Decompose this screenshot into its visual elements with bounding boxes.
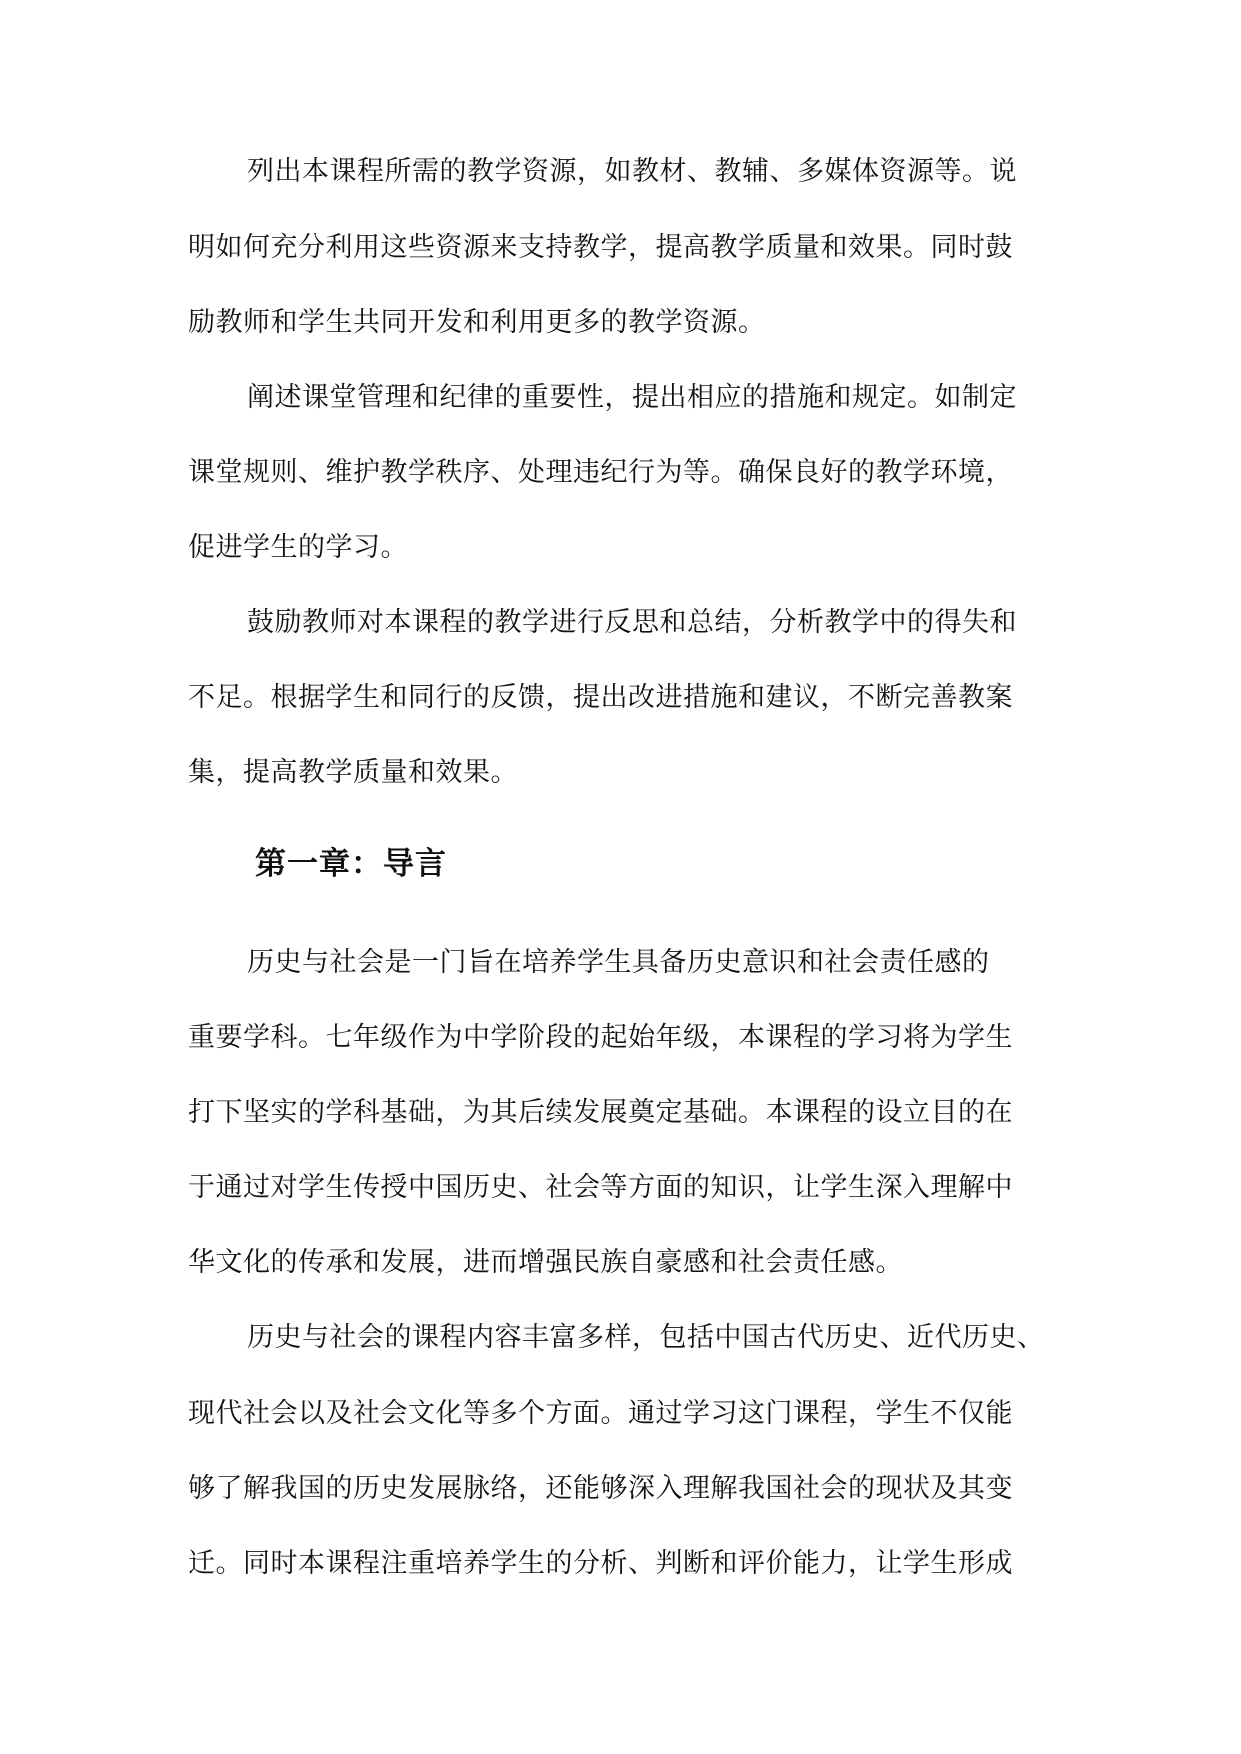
- paragraph-reflection-line-1: 鼓励教师对本课程的教学进行反思和总结，分析教学中的得失和: [247, 607, 1017, 638]
- paragraph-management-line-2: 课堂规则、维护教学秩序、处理违纪行为等。确保良好的教学环境，: [188, 457, 1013, 488]
- chapter-paragraph-2-line-4: 迁。同时本课程注重培养学生的分析、判断和评价能力，让学生形成: [188, 1548, 1013, 1579]
- chapter-paragraph-1-line-1: 历史与社会是一门旨在培养学生具备历史意识和社会责任感的: [247, 947, 990, 978]
- paragraph-resources-line-3: 励教师和学生共同开发和利用更多的教学资源。: [188, 307, 766, 338]
- paragraph-reflection-line-2: 不足。根据学生和同行的反馈，提出改进措施和建议，不断完善教案: [188, 682, 1013, 713]
- paragraph-resources-line-2: 明如何充分利用这些资源来支持教学，提高教学质量和效果。同时鼓: [188, 232, 1013, 263]
- paragraph-management-line-1: 阐述课堂管理和纪律的重要性，提出相应的措施和规定。如制定: [247, 382, 1017, 413]
- chapter-paragraph-2-line-3: 够了解我国的历史发展脉络，还能够深入理解我国社会的现状及其变: [188, 1473, 1013, 1504]
- chapter-paragraph-2-line-2: 现代社会以及社会文化等多个方面。通过学习这门课程，学生不仅能: [188, 1398, 1013, 1429]
- chapter-paragraph-1-line-2: 重要学科。七年级作为中学阶段的起始年级，本课程的学习将为学生: [188, 1022, 1013, 1053]
- chapter-paragraph-1-line-4: 于通过对学生传授中国历史、社会等方面的知识，让学生深入理解中: [188, 1172, 1013, 1203]
- paragraph-resources-line-1: 列出本课程所需的教学资源，如教材、教辅、多媒体资源等。说: [247, 156, 1017, 187]
- paragraph-reflection-line-3: 集，提高教学质量和效果。: [188, 757, 518, 788]
- chapter-paragraph-1-line-5: 华文化的传承和发展，进而增强民族自豪感和社会责任感。: [188, 1247, 903, 1278]
- paragraph-management-line-3: 促进学生的学习。: [188, 532, 408, 563]
- chapter-paragraph-1-line-3: 打下坚实的学科基础，为其后续发展奠定基础。本课程的设立目的在: [188, 1097, 1013, 1128]
- chapter-heading: 第一章：导言: [255, 846, 447, 882]
- chapter-paragraph-2-line-1: 历史与社会的课程内容丰富多样，包括中国古代历史、近代历史、: [247, 1322, 1045, 1353]
